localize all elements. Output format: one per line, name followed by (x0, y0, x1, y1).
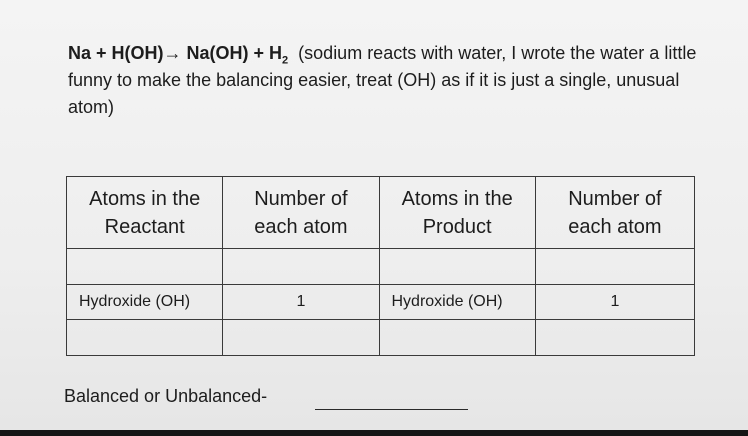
equation-subscript: 2 (282, 54, 289, 67)
product-count-cell[interactable]: 1 (535, 284, 694, 320)
reactant-atom-cell[interactable] (67, 320, 223, 356)
table-row (67, 320, 695, 356)
reaction-explanation: (sodium reacts with water, I wrote the water a little funny to make the balancing easier, treat (OH) as if it is just a single, unusual atom) (68, 43, 697, 117)
page-bottom-edge (0, 430, 748, 436)
header-atoms-reactant (67, 177, 223, 249)
reactant-atom-cell[interactable] (67, 249, 223, 285)
product-atom-cell[interactable] (379, 320, 535, 356)
product-atom-cell[interactable]: Hydroxide (OH) (379, 284, 535, 320)
table-header-row (67, 177, 695, 249)
table-row (67, 284, 695, 320)
reactant-count-cell[interactable] (223, 320, 379, 356)
product-count-cell[interactable] (535, 320, 694, 356)
header-line: each atom (254, 215, 348, 238)
header-line: Atoms in the (401, 187, 513, 210)
balanced-question-label: Balanced or Unbalanced- (64, 386, 268, 406)
chemical-equation (68, 43, 289, 67)
header-line: Product (422, 215, 492, 238)
equation-text: Na + H(OH)→ Na(OH) + H (68, 43, 283, 63)
header-line: Number of (254, 187, 348, 210)
reactant-count-cell[interactable]: 1 (223, 284, 379, 320)
header-line: Number of (568, 187, 662, 210)
table-row (67, 249, 695, 285)
header-line: each atom (568, 215, 662, 238)
atom-count-table (66, 176, 695, 356)
reactant-count-cell[interactable] (223, 249, 379, 285)
balanced-answer-line[interactable] (315, 409, 468, 410)
product-atom-cell[interactable] (379, 249, 535, 285)
header-line: Atoms in the (89, 187, 201, 210)
reaction-prompt (68, 40, 708, 121)
header-number-product (535, 177, 694, 249)
header-atoms-product (379, 177, 535, 249)
header-number-reactant (223, 177, 379, 249)
reactant-atom-cell[interactable]: Hydroxide (OH) (67, 284, 223, 320)
header-line: Reactant (104, 215, 185, 238)
product-count-cell[interactable] (535, 249, 694, 285)
